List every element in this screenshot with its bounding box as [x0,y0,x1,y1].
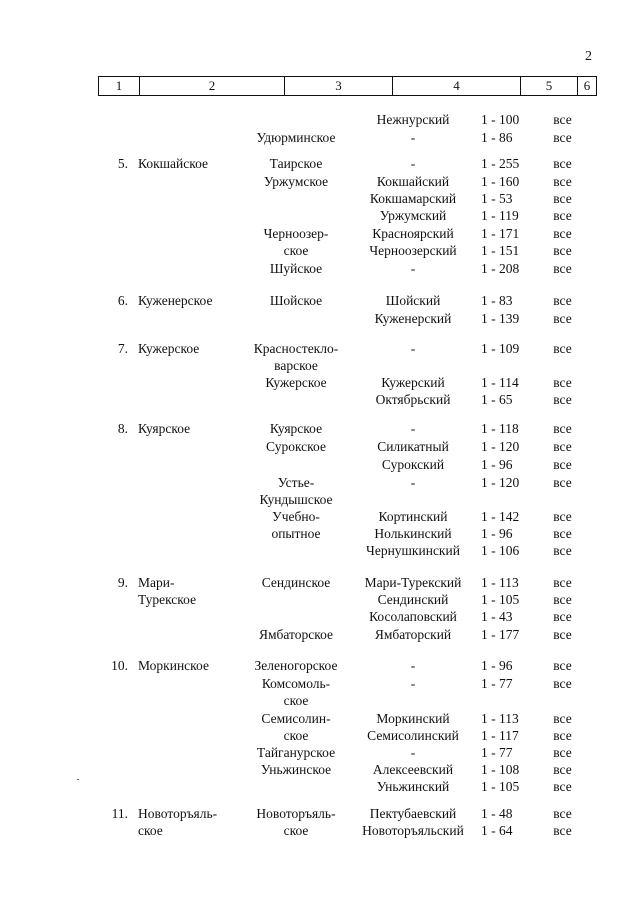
header-col-5: 5 [521,77,578,95]
cell-scope: все [553,575,572,590]
cell-street: - [410,421,416,436]
cell-street: Силикатный [377,439,449,454]
table-row [0,340,640,357]
cell-district: ское [138,823,163,838]
scan-speck [77,779,79,780]
cell-street: Уржумский [379,208,447,223]
cell-range: 1 - 77 [481,745,513,760]
cell-settlement: Учебно- [272,509,320,524]
cell-scope: все [553,208,572,223]
cell-district: Моркинское [138,658,209,673]
table-row [0,438,640,455]
cell-street: Семисолинский [367,728,459,743]
cell-settlement: ское [283,693,309,708]
cell-range: 1 - 114 [481,375,519,390]
cell-settlement: Ямбаторское [258,627,334,642]
cell-settlement: Таирское [269,156,323,171]
cell-range: 1 - 120 [481,439,520,454]
cell-scope: все [553,475,572,490]
cell-range: 1 - 106 [481,543,520,558]
cell-range: 1 - 208 [481,261,520,276]
cell-num: 8. [117,421,128,436]
cell-scope: все [553,728,572,743]
table-row [0,805,640,822]
cell-num: 7. [117,341,128,356]
cell-settlement: Куярское [269,421,323,436]
cell-scope: все [553,243,572,258]
cell-scope: все [553,375,572,390]
table-row [0,508,640,525]
cell-scope: все [553,509,572,524]
cell-settlement: опытное [271,526,321,541]
cell-settlement: Комсомоль- [261,676,331,691]
cell-street: - [410,676,416,691]
cell-street: - [410,341,416,356]
cell-num: 6. [117,293,128,308]
header-col-3: 3 [285,77,393,95]
cell-range: 1 - 83 [481,293,513,308]
cell-district: Мари- [138,575,175,590]
cell-range: 1 - 118 [481,421,519,436]
cell-range: 1 - 139 [481,311,520,326]
cell-settlement: Уньжинское [260,762,332,777]
table-row [0,292,640,309]
cell-street: Сендинский [377,592,449,607]
cell-settlement: Красностекло- [253,341,339,356]
header-col-1: 1 [99,77,140,95]
cell-scope: все [553,526,572,541]
table-row [0,525,640,542]
cell-range: 1 - 113 [481,711,519,726]
cell-range: 1 - 151 [481,243,520,258]
cell-num: 9. [117,575,128,590]
cell-scope: все [553,311,572,326]
table-row [0,626,640,643]
table-row [0,129,640,146]
table-row [0,357,640,374]
cell-num: 5. [117,156,128,171]
cell-scope: все [553,711,572,726]
cell-settlement: Устье- [277,475,315,490]
cell-street: Косолаповский [369,609,457,624]
cell-street: Октябрьский [375,392,451,407]
cell-street: Куженерский [374,311,452,326]
cell-scope: все [553,439,572,454]
cell-range: 1 - 86 [481,130,513,145]
cell-scope: все [553,156,572,171]
cell-scope: все [553,392,572,407]
cell-street: Красноярский [372,226,454,241]
cell-street: Новоторъяльский [362,823,464,838]
header-col-6: 6 [578,77,597,95]
table-row [0,155,640,172]
cell-range: 1 - 43 [481,609,513,624]
table-row [0,190,640,207]
table-row [0,692,640,709]
cell-range: 1 - 96 [481,457,513,472]
table-row [0,242,640,259]
cell-settlement: Удюрминское [256,130,336,145]
cell-range: 1 - 65 [481,392,513,407]
table-row [0,710,640,727]
table-row [0,474,640,491]
cell-street: - [410,745,416,760]
cell-scope: все [553,627,572,642]
cell-range: 1 - 119 [481,208,519,223]
cell-scope: все [553,174,572,189]
cell-range: 1 - 113 [481,575,519,590]
cell-range: 1 - 120 [481,475,520,490]
table-row [0,420,640,437]
cell-range: 1 - 117 [481,728,519,743]
cell-settlement: Зеленогорское [254,658,338,673]
cell-street: Черноозерский [369,243,457,258]
cell-num: 11. [111,806,128,821]
cell-scope: все [553,261,572,276]
table-row [0,111,640,128]
table-row [0,456,640,473]
cell-scope: все [553,745,572,760]
table-row [0,542,640,559]
cell-settlement: Новоторъяль- [256,806,336,821]
cell-range: 1 - 109 [481,341,520,356]
cell-scope: все [553,226,572,241]
table-row [0,657,640,674]
cell-range: 1 - 177 [481,627,520,642]
cell-street: Чернушкинский [366,543,460,558]
table-row [0,574,640,591]
cell-district: Новоторъяль- [138,806,218,821]
cell-scope: все [553,543,572,558]
cell-street: Пектубаевский [369,806,457,821]
table-row [0,173,640,190]
cell-settlement: Шуйское [269,261,323,276]
cell-district: Куярское [138,421,191,436]
cell-range: 1 - 108 [481,762,520,777]
table-row [0,591,640,608]
cell-scope: все [553,806,572,821]
cell-scope: все [553,130,572,145]
cell-street: Уньжинский [376,779,450,794]
cell-district: Кокшайское [138,156,209,171]
cell-scope: все [553,191,572,206]
table-row [0,391,640,408]
cell-street: - [410,156,416,171]
cell-street: Шойский [385,293,441,308]
cell-settlement: Сурокское [266,439,326,454]
cell-scope: все [553,823,572,838]
cell-scope: все [553,112,572,127]
table-row [0,260,640,277]
table-row [0,778,640,795]
cell-settlement: Тайганурское [256,745,336,760]
cell-district: Куженерское [138,293,213,308]
cell-street: - [410,658,416,673]
cell-range: 1 - 48 [481,806,513,821]
header-col-4: 4 [393,77,521,95]
cell-range: 1 - 77 [481,676,513,691]
page-number: 2 [585,49,592,64]
table-row [0,374,640,391]
cell-range: 1 - 105 [481,592,520,607]
header-col-2: 2 [140,77,285,95]
cell-range: 1 - 255 [481,156,520,171]
cell-range: 1 - 53 [481,191,513,206]
cell-street: Нежнурский [376,112,450,127]
cell-scope: все [553,609,572,624]
cell-scope: все [553,421,572,436]
cell-street: Сурокский [381,457,445,472]
table-row [0,310,640,327]
table-row [0,822,640,839]
cell-street: Моркинский [376,711,450,726]
cell-street: - [410,130,416,145]
cell-range: 1 - 105 [481,779,520,794]
cell-settlement: ское [283,243,309,258]
cell-street: - [410,261,416,276]
cell-district: Турекское [138,592,197,607]
cell-street: Нолькинский [374,526,452,541]
cell-settlement: Уржумское [263,174,329,189]
cell-settlement: Семисолин- [261,711,331,726]
cell-street: Алексеевский [372,762,454,777]
cell-range: 1 - 64 [481,823,513,838]
cell-scope: все [553,293,572,308]
cell-settlement: Сендинское [261,575,331,590]
cell-settlement: Черноозер- [263,226,329,241]
cell-range: 1 - 142 [481,509,520,524]
cell-scope: все [553,457,572,472]
cell-settlement: Кундышское [259,492,333,507]
cell-street: Кокшайский [376,174,450,189]
cell-street: Мари-Турекский [364,575,462,590]
cell-street: Кужерский [381,375,445,390]
cell-scope: все [553,676,572,691]
table-row [0,675,640,692]
cell-range: 1 - 171 [481,226,520,241]
cell-scope: все [553,779,572,794]
cell-range: 1 - 160 [481,174,520,189]
cell-range: 1 - 100 [481,112,520,127]
table-row [0,491,640,508]
cell-scope: все [553,592,572,607]
cell-range: 1 - 96 [481,658,513,673]
table-row [0,225,640,242]
cell-street: Кортинский [378,509,448,524]
table-row [0,761,640,778]
table-row [0,608,640,625]
cell-street: - [410,475,416,490]
cell-district: Кужерское [138,341,200,356]
cell-scope: все [553,341,572,356]
cell-settlement: ское [283,823,309,838]
cell-scope: все [553,762,572,777]
cell-scope: все [553,658,572,673]
cell-num: 10. [111,658,128,673]
cell-settlement: варское [274,358,318,373]
cell-settlement: Кужерское [265,375,327,390]
table-row [0,727,640,744]
cell-settlement: Шойское [269,293,323,308]
cell-street: Ямбаторский [374,627,452,642]
cell-range: 1 - 96 [481,526,513,541]
cell-settlement: ское [283,728,309,743]
table-row [0,744,640,761]
cell-street: Кокшамарский [369,191,457,206]
table-header [98,76,597,96]
table-row [0,207,640,224]
